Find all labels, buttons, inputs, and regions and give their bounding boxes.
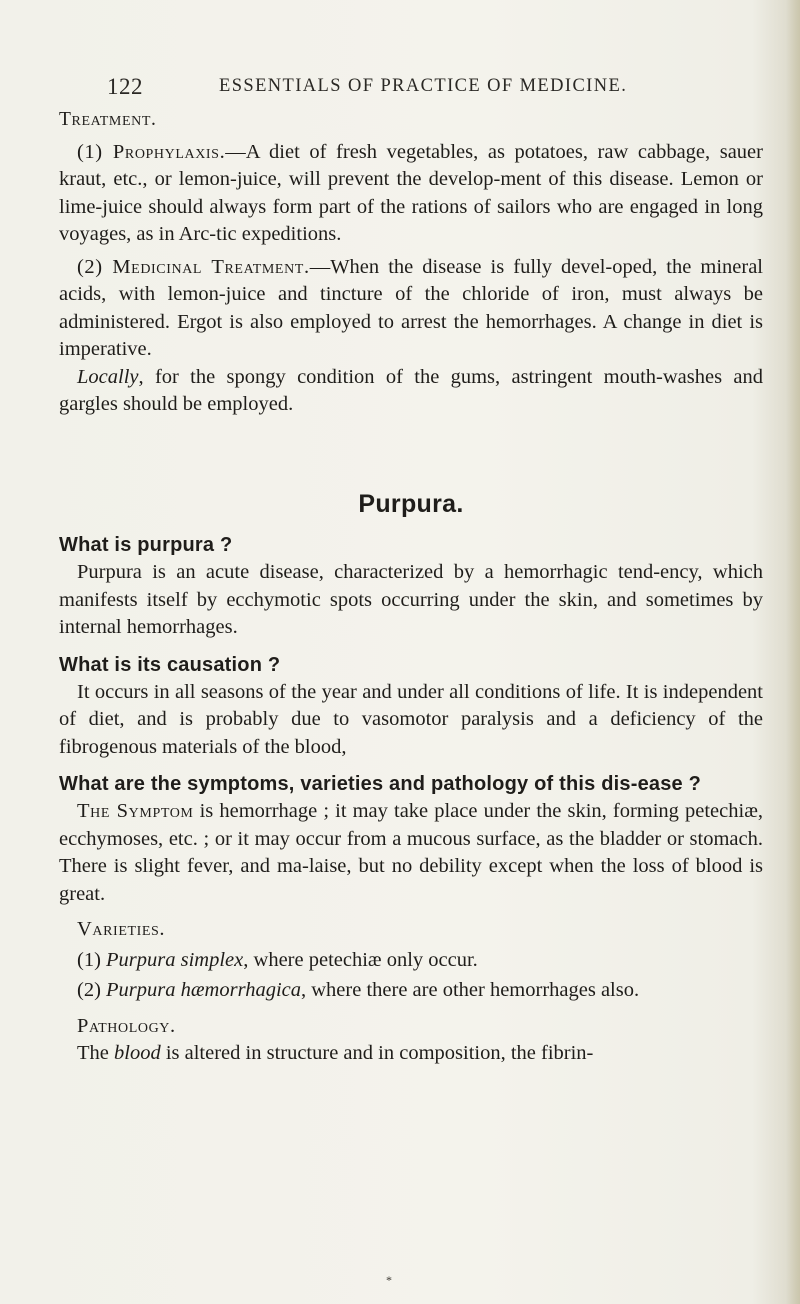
prophylaxis-label: (1) Prophylaxis.	[77, 140, 226, 163]
variety-item-simplex	[59, 947, 763, 975]
variety-item-haemorrhagica	[59, 977, 763, 1005]
variety-number: (1)	[77, 948, 107, 971]
answer-definition: Purpura is an acute disease, characterized by a hemorrhagic tend-ency, which manifests itself by ecchymotic spots occurring under the skin, and sometimes by internal hemorrhages.	[59, 561, 763, 638]
pathology-paragraph	[59, 1040, 763, 1068]
page-header	[0, 74, 800, 98]
treatment-heading: Treatment.	[59, 109, 157, 130]
page-body	[59, 106, 763, 1068]
pathology-term: blood	[114, 1042, 161, 1064]
variety-name: Purpura hæmorrhagica	[106, 979, 301, 1001]
section-title: Purpura.	[358, 489, 464, 518]
variety-name: Purpura simplex	[106, 948, 244, 971]
pathology-text: is altered in structure and in composition, the fibrin-	[160, 1042, 594, 1064]
locally-text: , for the spongy condition of the gums, astringent mouth-washes and gargles should be employed.	[59, 365, 763, 415]
prophylaxis-paragraph	[59, 139, 763, 249]
printer-mark: *	[386, 1273, 392, 1287]
variety-number: (2)	[77, 979, 107, 1001]
symptom-paragraph	[59, 798, 763, 908]
question-symptoms: What are the symptoms, varieties and pathology of this dis-ease ?	[59, 773, 702, 795]
page-edge-shadow	[786, 0, 800, 1304]
page-number: 122	[107, 74, 143, 99]
locally-paragraph	[59, 364, 763, 419]
question-causation: What is its causation ?	[59, 653, 281, 676]
medicinal-text: —When the disease is fully devel-oped, the mineral acids, with lemon-juice and tincture of the chloride of iron, must always be administered. Ergot is also employed to arrest the hemorrhages. A change in diet is imperative.	[59, 255, 763, 360]
pathology-heading: Pathology.	[77, 1014, 176, 1037]
variety-text: , where petechiæ only occur.	[243, 948, 478, 971]
prophylaxis-text: —A diet of fresh vegetables, as potatoes, raw cabbage, sauer kraut, etc., or lemon-juice, will prevent the develop-ment of this disease. Lemon or lime-juice should always form part of the rations of sailors who are engaged in long voyages, as in Arc-tic expeditions.	[59, 140, 763, 245]
answer-causation: It occurs in all seasons of the year and under all conditions of life. It is independent of diet, and is probably due to vasomotor paralysis and a deficiency of the fibrogenous materials of the blood,	[59, 680, 763, 758]
varieties-heading: Varieties.	[77, 918, 166, 940]
symptom-label: The Symptom	[77, 800, 194, 822]
question-definition: What is purpura ?	[59, 534, 233, 556]
running-head: ESSENTIALS OF PRACTICE OF MEDICINE.	[219, 76, 628, 96]
symptom-text: is hemorrhage ; it may take place under the skin, forming petechiæ, ecchymoses, etc. ; or it may occur from a mucous surface, as the bladder or stomach. There is slight fever, and ma-laise, but no debility except when the loss of blood is great.	[59, 800, 763, 905]
medicinal-paragraph	[59, 254, 763, 364]
locally-label: Locally	[77, 365, 139, 388]
pathology-prefix: The	[77, 1042, 114, 1064]
medicinal-label: (2) Medicinal Treatment.	[77, 255, 310, 278]
variety-text: , where there are other hemorrhages also.	[301, 979, 640, 1001]
